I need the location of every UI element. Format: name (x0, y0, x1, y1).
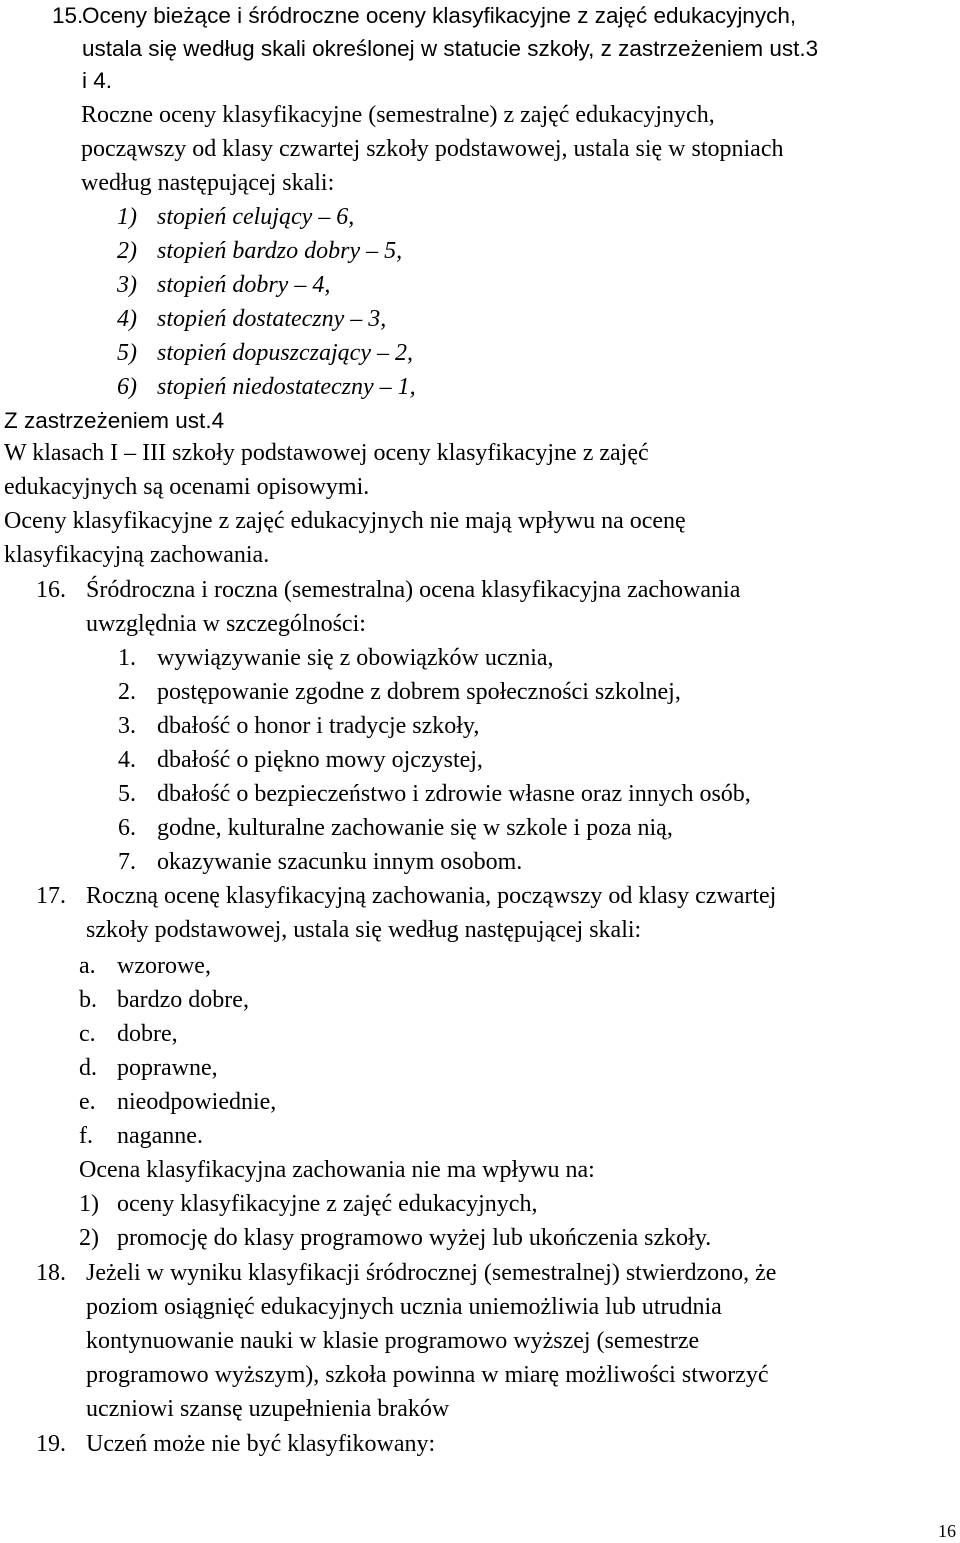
grade-item-text: stopień dobry – 4, (157, 272, 331, 298)
criteria-item-text: godne, kulturalne zachowanie się w szkole i poza nią, (157, 815, 673, 841)
grade-item-text: stopień niedostateczny – 1, (157, 374, 416, 400)
criteria-item-text: dbałość o honor i tradycje szkoły, (157, 713, 480, 739)
effect-item-text: oceny klasyfikacyjne z zajęć edukacyjnych, (117, 1191, 538, 1217)
section-16-line-1: Śródroczna i roczna (semestralna) ocena klasyfikacyjna zachowania (86, 577, 741, 603)
conduct-scale-text: poprawne, (117, 1055, 218, 1081)
grade-item-text: stopień dopuszczający – 2, (157, 340, 413, 366)
effect-item-text: promocję do klasy programowo wyżej lub ukończenia szkoły. (117, 1225, 712, 1251)
section-15-line-1: Oceny bieżące i śródroczne oceny klasyfikacyjne z zajęć edukacyjnych, (82, 3, 797, 28)
section-18-line: poziom osiągnięć edukacyjnych ucznia uniemożliwia lub utrudnia (86, 1294, 722, 1320)
page-number: 16 (938, 1521, 956, 1541)
conduct-scale-text: bardzo dobre, (117, 987, 249, 1013)
conduct-scale-letter: f. (79, 1123, 93, 1149)
criteria-item-number: 1. (118, 645, 136, 671)
criteria-item-number: 6. (118, 815, 136, 841)
section-15-para4-line-2: klasyfikacyjną zachowania. (4, 542, 270, 568)
section-15-line-3: i 4. (82, 68, 113, 93)
section-15-para3-line-2: edukacyjnych są ocenami opisowymi. (4, 474, 370, 500)
effect-item-number: 1) (79, 1191, 99, 1217)
section-18-number: 18. (36, 1260, 66, 1286)
section-18-line: Jeżeli w wyniku klasyfikacji śródrocznej (semestralnej) stwierdzono, że (86, 1260, 777, 1286)
criteria-item-number: 2. (118, 679, 136, 705)
section-16-line-2: uwzględnia w szczególności: (86, 611, 366, 637)
conduct-scale-text: naganne. (117, 1123, 203, 1149)
conduct-scale-letter: d. (79, 1055, 97, 1081)
section-15-number: 15. (52, 3, 84, 28)
conduct-scale-text: wzorowe, (117, 953, 211, 979)
criteria-item-number: 4. (118, 747, 136, 773)
section-15-para3-line-1: W klasach I – III szkoły podstawowej oceny klasyfikacyjne z zajęć (4, 440, 649, 466)
grade-item-text: stopień dostateczny – 3, (157, 306, 387, 332)
section-19-line-1: Uczeń może nie być klasyfikowany: (86, 1431, 436, 1457)
section-18-line: kontynuowanie nauki w klasie programowo wyższej (semestrze (86, 1328, 700, 1354)
section-17-intro: Ocena klasyfikacyjna zachowania nie ma wpływu na: (79, 1157, 595, 1183)
section-18-line: programowo wyższym), szkoła powinna w miarę możliwości stworzyć (86, 1362, 769, 1388)
conduct-scale-letter: a. (79, 953, 96, 979)
conduct-scale-letter: b. (79, 987, 97, 1013)
grade-item-number: 2) (117, 238, 137, 264)
criteria-item-text: postępowanie zgodne z dobrem społeczności szkolnej, (157, 679, 681, 705)
section-16-number: 16. (36, 577, 66, 603)
criteria-item-number: 5. (118, 781, 136, 807)
reservation-note: Z zastrzeżeniem ust.4 (4, 408, 225, 433)
section-17-line-1: Roczną ocenę klasyfikacyjną zachowania, począwszy od klasy czwartej (86, 883, 777, 909)
criteria-item-number: 3. (118, 713, 136, 739)
section-17-number: 17. (36, 883, 66, 909)
criteria-item-text: dbałość o bezpieczeństwo i zdrowie własne oraz innych osób, (157, 781, 751, 807)
grade-item-number: 5) (117, 340, 137, 366)
effect-item-number: 2) (79, 1225, 99, 1251)
section-15-line-2: ustala się według skali określonej w statucie szkoły, z zastrzeżeniem ust.3 (82, 36, 819, 61)
conduct-scale-text: nieodpowiednie, (117, 1089, 277, 1115)
section-18-line: uczniowi szansę uzupełnienia braków (86, 1396, 450, 1422)
grade-item-number: 1) (117, 204, 137, 230)
criteria-item-text: wywiązywanie się z obowiązków ucznia, (157, 645, 554, 671)
conduct-scale-letter: e. (79, 1089, 96, 1115)
criteria-item-text: dbałość o piękno mowy ojczystej, (157, 747, 483, 773)
section-15-para2-line-3: według następującej skali: (81, 170, 335, 196)
grade-item-text: stopień bardzo dobry – 5, (157, 238, 403, 264)
grade-item-number: 3) (117, 272, 137, 298)
criteria-item-text: okazywanie szacunku innym osobom. (157, 849, 523, 875)
grade-item-text: stopień celujący – 6, (157, 204, 355, 230)
section-19-number: 19. (36, 1431, 66, 1457)
grade-item-number: 4) (117, 306, 137, 332)
section-15-para2-line-2: począwszy od klasy czwartej szkoły podstawowej, ustala się w stopniach (81, 136, 784, 162)
section-15-para2-line-1: Roczne oceny klasyfikacyjne (semestralne) z zajęć edukacyjnych, (81, 102, 715, 128)
section-15-para4-line-1: Oceny klasyfikacyjne z zajęć edukacyjnych nie mają wpływu na ocenę (4, 508, 686, 534)
grade-item-number: 6) (117, 374, 137, 400)
criteria-item-number: 7. (118, 849, 136, 875)
conduct-scale-letter: c. (79, 1021, 96, 1047)
section-17-line-2: szkoły podstawowej, ustala się według następującej skali: (86, 917, 642, 943)
conduct-scale-text: dobre, (117, 1021, 178, 1047)
